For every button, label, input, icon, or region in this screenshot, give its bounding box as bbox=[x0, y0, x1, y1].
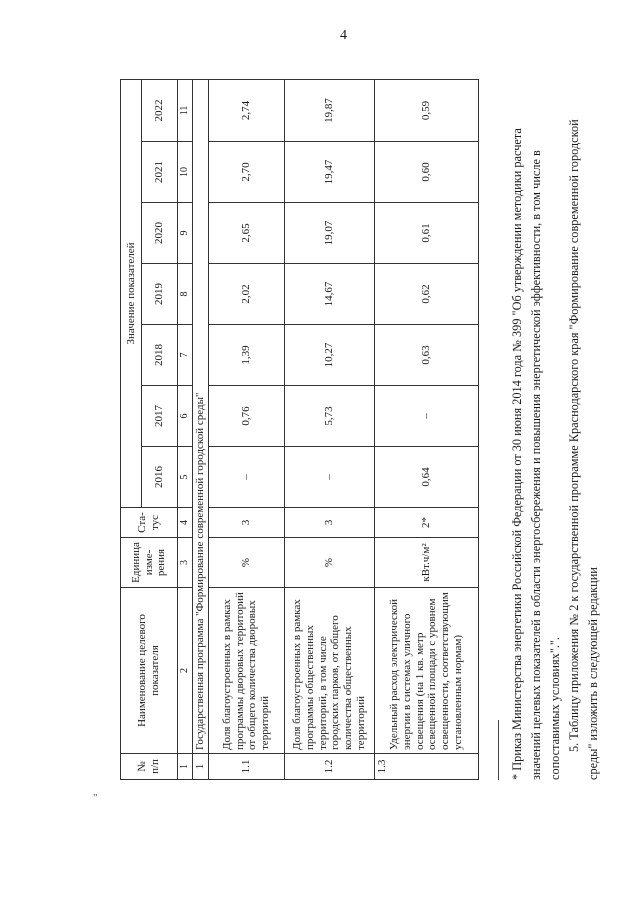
column-index: 10 bbox=[178, 142, 193, 203]
row-num: 1.2 bbox=[284, 754, 374, 780]
row-value: 19,87 bbox=[284, 79, 374, 141]
row-value: 0,63 bbox=[374, 325, 478, 386]
header-year: 2018 bbox=[142, 325, 178, 386]
row-value: 2,70 bbox=[208, 142, 284, 203]
header-num: № п/п bbox=[121, 754, 178, 780]
table-row bbox=[284, 79, 374, 779]
row-value: 19,47 bbox=[284, 142, 374, 203]
program-row bbox=[193, 79, 209, 779]
column-index: 8 bbox=[178, 264, 193, 325]
stray-quote-mark: " bbox=[93, 792, 98, 804]
row-num: 1.1 bbox=[208, 754, 284, 780]
row-value: 0,59 bbox=[374, 79, 478, 141]
column-index: 3 bbox=[178, 538, 193, 588]
row-name: Доля благоустроенных в рамках программы дворовых территорий от общего количества дворовых территорий bbox=[208, 588, 284, 754]
column-index: 5 bbox=[178, 447, 193, 508]
column-index: 2 bbox=[178, 588, 193, 754]
program-row-num: 1 bbox=[193, 754, 209, 780]
header-year: 2022 bbox=[142, 79, 178, 141]
row-value: – bbox=[208, 447, 284, 508]
column-index-row bbox=[178, 79, 193, 779]
column-index: 11 bbox=[178, 79, 193, 141]
footnote-divider bbox=[498, 720, 499, 780]
row-value: – bbox=[284, 447, 374, 508]
header-year: 2016 bbox=[142, 447, 178, 508]
footnote: * Приказ Министерства энергетики Российской Федерации от 30 июня 2014 года № 399 "Об утверждении методики расчета значений целевых показателей в области энергосбережения и повышения энергетической эффективности, в том числе в сопоставимых условиях".". bbox=[510, 128, 562, 780]
column-index: 9 bbox=[178, 203, 193, 264]
row-value: 0,64 bbox=[374, 447, 478, 508]
row-name: Доля благоустроенных в рамках программы общественных территорий, в том числе городских парков, от общего количества общественных территорий bbox=[284, 588, 374, 754]
body-paragraph: 5. Таблицу приложения № 2 к государственной программе Краснодарского края "Формирование современной городской среды" изложить в следующей редакции bbox=[567, 119, 600, 780]
row-value: 0,61 bbox=[374, 203, 478, 264]
row-value: 5,73 bbox=[284, 386, 374, 447]
row-num: 1.3 bbox=[374, 754, 478, 780]
row-status: 3 bbox=[284, 508, 374, 538]
row-value: 0,62 bbox=[374, 264, 478, 325]
header-row-1 bbox=[121, 79, 142, 779]
row-name: Удельный расход электрической энергии в системах уличного освещения (на 1 кв. метр освещенной площади с уровнем освещенности, соответствующим установленным нормам) bbox=[374, 588, 478, 754]
header-year: 2019 bbox=[142, 264, 178, 325]
table-row bbox=[208, 79, 284, 779]
row-value: 19,07 bbox=[284, 203, 374, 264]
row-value: 0,60 bbox=[374, 142, 478, 203]
header-year: 2021 bbox=[142, 142, 178, 203]
program-title: Государственная программа "Формирование современной городской среды" bbox=[193, 79, 209, 753]
column-index: 6 bbox=[178, 386, 193, 447]
header-name: Наименование целевого показателя bbox=[121, 588, 178, 754]
footnote-block bbox=[508, 80, 603, 780]
column-index: 4 bbox=[178, 508, 193, 538]
row-value: 1,39 bbox=[208, 325, 284, 386]
row-value: 14,67 bbox=[284, 264, 374, 325]
header-status: Ста-тус bbox=[121, 508, 178, 538]
header-values-group: Значение показателей bbox=[121, 79, 142, 507]
indicator-table-wrap bbox=[120, 80, 490, 780]
row-value: 2,65 bbox=[208, 203, 284, 264]
header-year: 2020 bbox=[142, 203, 178, 264]
row-value: 2,02 bbox=[208, 264, 284, 325]
row-value: 2,74 bbox=[208, 79, 284, 141]
indicator-table bbox=[120, 79, 479, 780]
row-value: 10,27 bbox=[284, 325, 374, 386]
row-status: 2* bbox=[374, 508, 478, 538]
column-index: 1 bbox=[178, 754, 193, 780]
row-status: 3 bbox=[208, 508, 284, 538]
column-index: 7 bbox=[178, 325, 193, 386]
row-unit: % bbox=[208, 538, 284, 588]
row-value: 0,76 bbox=[208, 386, 284, 447]
header-unit: Единица изме-рения bbox=[121, 538, 178, 588]
row-value: – bbox=[374, 386, 478, 447]
page-number: 4 bbox=[340, 28, 347, 43]
table-row bbox=[374, 79, 478, 779]
rotated-content bbox=[20, 30, 620, 890]
row-unit: кВт.ч/м² bbox=[374, 538, 478, 588]
row-unit: % bbox=[284, 538, 374, 588]
header-year: 2017 bbox=[142, 386, 178, 447]
